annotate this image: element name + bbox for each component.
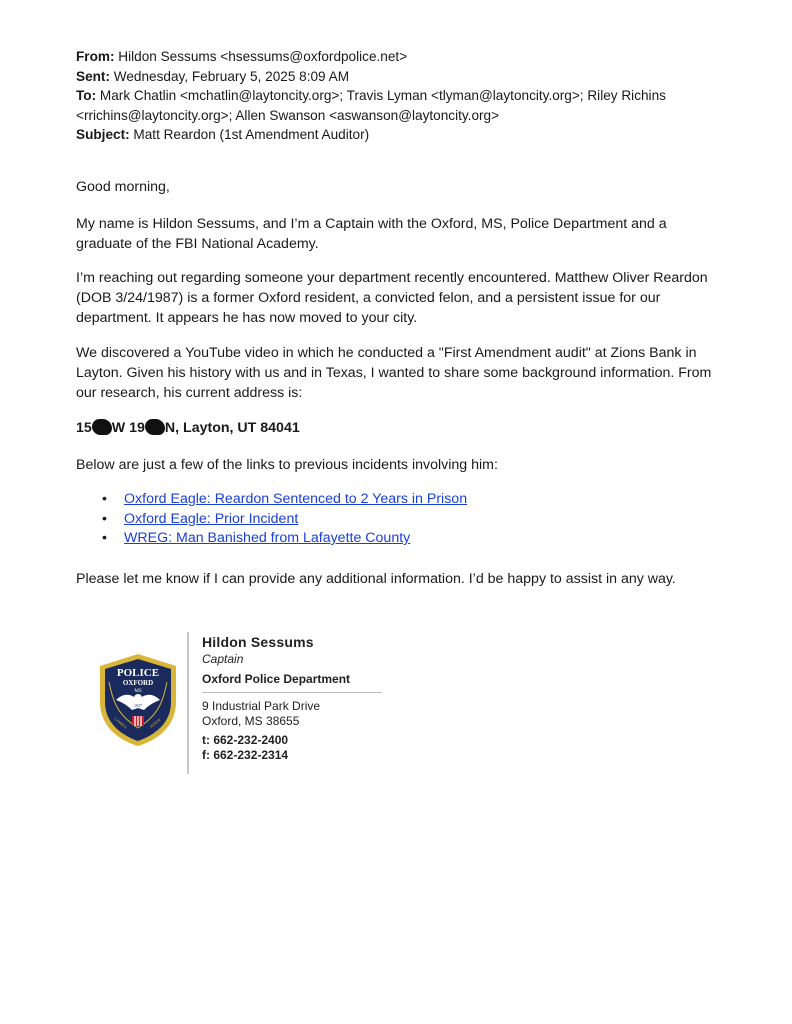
- bullet-icon: •: [102, 510, 107, 527]
- paragraph-youtube: We discovered a YouTube video in which he conducted a "First Amendment audit" at Zions Bank in Layton. Given his history with us and in Texas, I wanted to share some background information. From our research, his current address is:: [76, 345, 712, 401]
- signature-phone: t: 662-232-2400: [202, 733, 289, 747]
- list-item: [102, 529, 467, 549]
- badge-year-text: 1837: [134, 703, 142, 708]
- email-header: [76, 47, 736, 145]
- redaction-mark: [92, 419, 112, 435]
- badge-state-text: MS: [134, 689, 142, 694]
- signature-department: Oxford Police Department: [202, 672, 351, 686]
- to-value: Mark Chatlin <mchatlin@laytoncity.org>; Travis Lyman <tlyman@laytoncity.org>; Riley Richins <rrichins@laytoncity.org>; Allen Swanson <aswanson@laytoncity.org>: [76, 88, 666, 123]
- bullet-icon: •: [102, 491, 107, 507]
- signature-address-line-2: Oxford, MS 38655: [202, 714, 300, 728]
- subject-value: Matt Reardon (1st Amendment Auditor): [133, 127, 370, 142]
- from-row: [76, 47, 736, 67]
- sent-value: Wednesday, February 5, 2025 8:09 AM: [113, 68, 350, 84]
- link-man-banished[interactable]: WREG: Man Banished from Lafayette County: [124, 530, 411, 546]
- address-part-3: N, Layton, UT 84041: [164, 420, 300, 436]
- badge-left-text: LAMBDA: [113, 716, 128, 730]
- links-intro: Below are just a few of the links to previous incidents involving him:: [76, 457, 498, 473]
- sent-row: [76, 67, 736, 87]
- email-signature: [202, 634, 382, 763]
- subject-row: [76, 125, 736, 145]
- address-part-2: W 19: [111, 420, 145, 436]
- signature-title: Captain: [202, 652, 244, 666]
- list-item: [102, 490, 468, 510]
- incident-links-list: [76, 490, 467, 549]
- link-prior-incident[interactable]: Oxford Eagle: Prior Incident: [124, 510, 299, 527]
- signature-fax: f: 662-232-2314: [202, 748, 289, 762]
- to-row: [76, 86, 736, 125]
- badge-police-text: POLICE: [116, 667, 160, 679]
- closing-paragraph: Please let me know if I can provide any additional information. I’d be happy to assist in any way.: [76, 571, 676, 587]
- oxford-police-badge-logo: [96, 652, 180, 748]
- from-label: From:: [76, 49, 115, 64]
- to-label: To:: [76, 88, 97, 103]
- signature-rule: [202, 692, 382, 693]
- badge-city-text: OXFORD: [122, 679, 154, 687]
- greeting: Good morning,: [76, 179, 170, 195]
- address-part-1: 15: [76, 420, 92, 436]
- bullet-icon: •: [102, 530, 107, 546]
- redaction-mark: [145, 419, 165, 435]
- signature-address-line-1: 9 Industrial Park Drive: [202, 699, 321, 713]
- badge-right-text: HONOR: [149, 717, 162, 729]
- paragraph-background: I’m reaching out regarding someone your department recently encountered. Matthew Oliver Reardon (DOB 3/24/1987) is a former Oxford resident, a convicted felon, and a persistent issue for our department. It appears he has now moved to your city.: [76, 270, 708, 326]
- paragraph-intro: My name is Hildon Sessums, and I’m a Captain with the Oxford, MS, Police Department and a graduate of the FBI National Academy.: [76, 216, 667, 252]
- subject-label: Subject:: [76, 127, 130, 142]
- redacted-address: [76, 418, 726, 438]
- list-item: [102, 510, 467, 530]
- link-reardon-sentenced[interactable]: Oxford Eagle: Reardon Sentenced to 2 Years in Prison: [124, 491, 468, 507]
- sent-label: Sent:: [76, 68, 110, 84]
- signature-divider: [187, 632, 189, 774]
- signature-name: Hildon Sessums: [202, 634, 314, 650]
- from-value: Hildon Sessums <hsessums@oxfordpolice.net>: [118, 49, 408, 64]
